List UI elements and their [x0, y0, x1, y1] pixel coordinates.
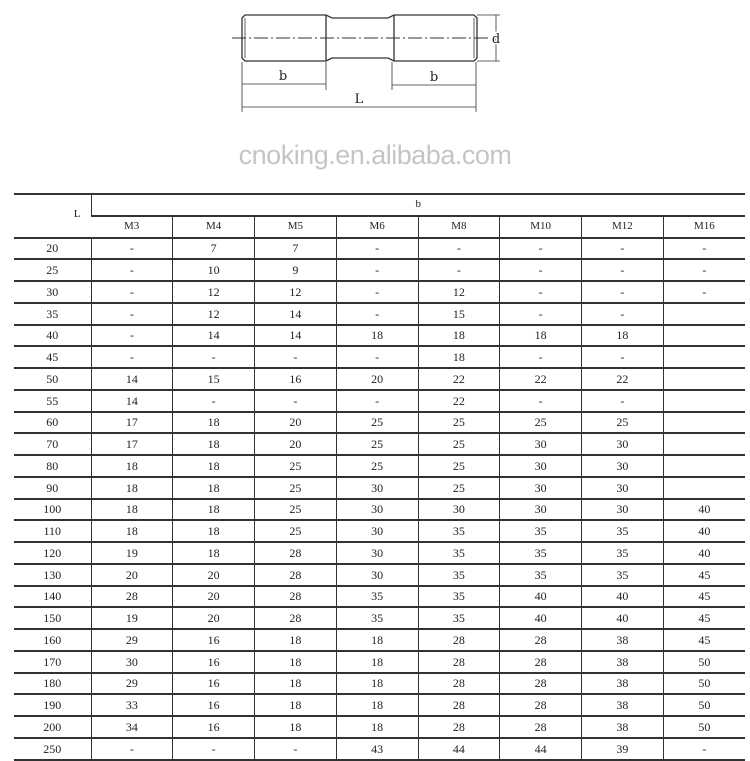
table-row	[14, 368, 745, 390]
b-value-cell: 25	[255, 477, 337, 499]
b-value-cell: 35	[418, 607, 500, 629]
b-value-cell: -	[500, 390, 582, 412]
b-value-cell: 18	[173, 477, 255, 499]
length-cell: 170	[14, 651, 91, 673]
table-row	[14, 325, 745, 347]
b-value-cell: 22	[418, 390, 500, 412]
b-value-cell: 28	[255, 586, 337, 608]
b-value-cell: 30	[336, 564, 418, 586]
table-row	[14, 520, 745, 542]
b-value-cell: 25	[582, 412, 664, 434]
b-value-cell: -	[91, 238, 173, 260]
b-value-cell: 20	[91, 564, 173, 586]
b-value-cell	[663, 368, 745, 390]
size-column-header: M5	[255, 216, 337, 238]
b-value-cell: 20	[336, 368, 418, 390]
b-group-header: b	[91, 194, 745, 216]
size-column-header: M6	[336, 216, 418, 238]
b-left-label: b	[278, 69, 288, 84]
b-value-cell: 14	[255, 325, 337, 347]
L-column-header: L	[14, 194, 91, 238]
length-cell: 80	[14, 455, 91, 477]
b-value-cell: 14	[91, 368, 173, 390]
b-value-cell: 22	[582, 368, 664, 390]
b-value-cell: 18	[173, 433, 255, 455]
b-value-cell: -	[255, 738, 337, 760]
length-cell: 35	[14, 303, 91, 325]
b-value-cell: 30	[336, 477, 418, 499]
table-row	[14, 694, 745, 716]
table-row	[14, 542, 745, 564]
b-value-cell: 15	[173, 368, 255, 390]
table-row	[14, 281, 745, 303]
b-value-cell: 35	[418, 564, 500, 586]
length-cell: 150	[14, 607, 91, 629]
table-row	[14, 607, 745, 629]
length-cell: 30	[14, 281, 91, 303]
b-value-cell: 30	[500, 499, 582, 521]
b-value-cell: 30	[500, 433, 582, 455]
b-value-cell: 14	[91, 390, 173, 412]
b-value-cell: -	[418, 259, 500, 281]
size-column-header: M12	[582, 216, 664, 238]
b-value-cell: 40	[582, 586, 664, 608]
b-value-cell: 18	[255, 716, 337, 738]
b-value-cell: 35	[582, 520, 664, 542]
table-row	[14, 629, 745, 651]
table-row	[14, 651, 745, 673]
b-value-cell	[663, 412, 745, 434]
b-value-cell	[663, 477, 745, 499]
b-value-cell: 30	[582, 455, 664, 477]
b-value-cell: 28	[500, 716, 582, 738]
b-value-cell: -	[500, 303, 582, 325]
b-value-cell: 14	[173, 325, 255, 347]
b-value-cell: 25	[418, 412, 500, 434]
b-value-cell: 34	[91, 716, 173, 738]
b-value-cell: -	[91, 325, 173, 347]
b-value-cell: 28	[500, 673, 582, 695]
b-value-cell: 38	[582, 629, 664, 651]
b-value-cell: 12	[173, 303, 255, 325]
b-value-cell: 35	[500, 542, 582, 564]
b-value-cell: 25	[255, 520, 337, 542]
size-column-header: M4	[173, 216, 255, 238]
b-value-cell: -	[336, 259, 418, 281]
b-value-cell: -	[582, 259, 664, 281]
b-value-cell: -	[663, 238, 745, 260]
b-value-cell: 44	[418, 738, 500, 760]
b-value-cell: -	[663, 281, 745, 303]
table-row	[14, 303, 745, 325]
b-value-cell: 35	[500, 520, 582, 542]
b-value-cell: 25	[336, 412, 418, 434]
length-cell: 100	[14, 499, 91, 521]
b-value-cell: 18	[336, 694, 418, 716]
b-value-cell: 18	[173, 455, 255, 477]
b-value-cell: 15	[418, 303, 500, 325]
b-value-cell: 16	[173, 716, 255, 738]
table-row	[14, 238, 745, 260]
b-value-cell: 18	[255, 651, 337, 673]
b-value-cell: 16	[173, 629, 255, 651]
b-value-cell: -	[336, 390, 418, 412]
b-value-cell: 18	[336, 673, 418, 695]
table-row	[14, 259, 745, 281]
b-value-cell: 45	[663, 629, 745, 651]
b-value-cell: 18	[336, 716, 418, 738]
length-cell: 60	[14, 412, 91, 434]
b-value-cell: -	[336, 346, 418, 368]
b-value-cell: 28	[418, 629, 500, 651]
b-value-cell: -	[500, 346, 582, 368]
b-value-cell: 30	[500, 477, 582, 499]
size-column-header: M8	[418, 216, 500, 238]
table-row	[14, 716, 745, 738]
b-value-cell: 22	[500, 368, 582, 390]
b-value-cell: 30	[582, 477, 664, 499]
b-value-cell: 30	[91, 651, 173, 673]
L-label: L	[354, 92, 364, 107]
length-cell: 25	[14, 259, 91, 281]
b-value-cell: -	[91, 738, 173, 760]
b-value-cell: -	[500, 259, 582, 281]
b-value-cell: -	[582, 346, 664, 368]
b-value-cell: 18	[255, 694, 337, 716]
table-row	[14, 412, 745, 434]
b-value-cell: 35	[336, 586, 418, 608]
b-value-cell: 25	[418, 433, 500, 455]
b-value-cell: 33	[91, 694, 173, 716]
d-label: d	[491, 32, 501, 47]
b-value-cell: -	[663, 259, 745, 281]
size-column-header: M10	[500, 216, 582, 238]
b-value-cell: 50	[663, 716, 745, 738]
b-value-cell: -	[500, 238, 582, 260]
b-value-cell: 43	[336, 738, 418, 760]
length-cell: 140	[14, 586, 91, 608]
size-header-row	[14, 216, 745, 238]
b-value-cell: 25	[500, 412, 582, 434]
b-value-cell: 28	[255, 542, 337, 564]
b-value-cell: 28	[418, 673, 500, 695]
b-value-cell: 40	[500, 607, 582, 629]
length-cell: 20	[14, 238, 91, 260]
b-value-cell: 30	[336, 542, 418, 564]
b-value-cell: -	[91, 346, 173, 368]
b-value-cell: 18	[173, 542, 255, 564]
b-value-cell: 28	[500, 694, 582, 716]
b-value-cell: 18	[500, 325, 582, 347]
b-value-cell: 25	[255, 499, 337, 521]
length-cell: 50	[14, 368, 91, 390]
b-value-cell: 40	[663, 542, 745, 564]
b-value-cell: 20	[255, 433, 337, 455]
b-value-cell: 40	[663, 520, 745, 542]
b-value-cell: 28	[255, 564, 337, 586]
b-value-cell: 30	[582, 433, 664, 455]
b-value-cell: 25	[336, 455, 418, 477]
b-value-cell: -	[500, 281, 582, 303]
table-row	[14, 455, 745, 477]
b-value-cell: 18	[418, 325, 500, 347]
b-value-cell: -	[663, 738, 745, 760]
length-cell: 70	[14, 433, 91, 455]
b-value-cell: 19	[91, 542, 173, 564]
stud-length-table	[14, 193, 745, 761]
b-value-cell: 7	[173, 238, 255, 260]
length-cell: 180	[14, 673, 91, 695]
b-value-cell	[663, 325, 745, 347]
b-value-cell: 29	[91, 629, 173, 651]
b-value-cell: 44	[500, 738, 582, 760]
b-value-cell: -	[336, 303, 418, 325]
b-value-cell: 50	[663, 651, 745, 673]
b-value-cell: 28	[418, 651, 500, 673]
b-value-cell	[663, 346, 745, 368]
b-value-cell: -	[582, 390, 664, 412]
b-value-cell: 17	[91, 433, 173, 455]
b-value-cell: 25	[336, 433, 418, 455]
b-value-cell: 18	[173, 412, 255, 434]
b-value-cell: 12	[418, 281, 500, 303]
b-value-cell: -	[582, 303, 664, 325]
length-cell: 120	[14, 542, 91, 564]
b-value-cell: 39	[582, 738, 664, 760]
b-value-cell: 19	[91, 607, 173, 629]
b-value-cell: 18	[91, 520, 173, 542]
b-value-cell	[663, 303, 745, 325]
size-column-header: M3	[91, 216, 173, 238]
b-value-cell: -	[336, 281, 418, 303]
length-cell: 190	[14, 694, 91, 716]
b-value-cell: 35	[418, 520, 500, 542]
table-row	[14, 564, 745, 586]
b-value-cell: 16	[173, 651, 255, 673]
table-row	[14, 586, 745, 608]
length-cell: 90	[14, 477, 91, 499]
b-value-cell: 17	[91, 412, 173, 434]
b-value-cell: 38	[582, 673, 664, 695]
table-row	[14, 390, 745, 412]
b-value-cell: 28	[255, 607, 337, 629]
b-value-cell: 20	[255, 412, 337, 434]
header-row	[14, 194, 745, 216]
b-value-cell: 14	[255, 303, 337, 325]
b-value-cell: 18	[418, 346, 500, 368]
b-value-cell: 35	[582, 542, 664, 564]
b-value-cell: 40	[500, 586, 582, 608]
b-value-cell: 18	[255, 629, 337, 651]
b-value-cell: -	[91, 303, 173, 325]
b-value-cell: -	[582, 281, 664, 303]
b-value-cell: 35	[418, 542, 500, 564]
b-value-cell	[663, 455, 745, 477]
length-cell: 40	[14, 325, 91, 347]
b-value-cell: 25	[418, 477, 500, 499]
b-value-cell: -	[336, 238, 418, 260]
b-value-cell: 30	[500, 455, 582, 477]
b-value-cell: 16	[173, 694, 255, 716]
b-value-cell: 28	[418, 716, 500, 738]
b-value-cell: 45	[663, 586, 745, 608]
b-value-cell: 40	[582, 607, 664, 629]
b-value-cell: 28	[500, 629, 582, 651]
b-value-cell: 18	[336, 651, 418, 673]
b-value-cell: 40	[663, 499, 745, 521]
table-row	[14, 433, 745, 455]
table-row	[14, 477, 745, 499]
stud-bolt-diagram	[0, 0, 750, 130]
b-value-cell: 20	[173, 586, 255, 608]
b-value-cell: 45	[663, 564, 745, 586]
watermark: cnoking.en.alibaba.com	[238, 140, 512, 170]
b-value-cell: 25	[418, 455, 500, 477]
b-value-cell: 38	[582, 716, 664, 738]
length-cell: 160	[14, 629, 91, 651]
b-value-cell: -	[173, 738, 255, 760]
b-value-cell: 50	[663, 694, 745, 716]
b-value-cell: 20	[173, 607, 255, 629]
b-value-cell: 35	[418, 586, 500, 608]
b-value-cell: 18	[336, 629, 418, 651]
b-value-cell	[663, 390, 745, 412]
size-column-header: M16	[663, 216, 745, 238]
b-value-cell: -	[173, 390, 255, 412]
b-value-cell: 16	[173, 673, 255, 695]
b-value-cell: 35	[582, 564, 664, 586]
b-value-cell: 38	[582, 651, 664, 673]
b-value-cell: 18	[582, 325, 664, 347]
length-cell: 45	[14, 346, 91, 368]
b-value-cell: 7	[255, 238, 337, 260]
table-row	[14, 499, 745, 521]
b-value-cell: 20	[173, 564, 255, 586]
b-value-cell: 25	[255, 455, 337, 477]
b-value-cell: 28	[91, 586, 173, 608]
length-cell: 130	[14, 564, 91, 586]
b-value-cell: 18	[255, 673, 337, 695]
b-value-cell: 38	[582, 694, 664, 716]
b-value-cell: 28	[500, 651, 582, 673]
b-value-cell: 22	[418, 368, 500, 390]
length-cell: 55	[14, 390, 91, 412]
b-value-cell: 45	[663, 607, 745, 629]
b-value-cell: -	[255, 390, 337, 412]
b-value-cell: 29	[91, 673, 173, 695]
b-value-cell: -	[173, 346, 255, 368]
b-value-cell	[663, 433, 745, 455]
b-value-cell: 35	[336, 607, 418, 629]
b-value-cell: 30	[582, 499, 664, 521]
b-value-cell: -	[91, 259, 173, 281]
b-value-cell: 9	[255, 259, 337, 281]
b-value-cell: 30	[336, 499, 418, 521]
b-value-cell: 30	[418, 499, 500, 521]
b-value-cell: 18	[173, 499, 255, 521]
b-value-cell: 18	[336, 325, 418, 347]
b-value-cell: 18	[91, 455, 173, 477]
b-value-cell: 10	[173, 259, 255, 281]
b-value-cell: 12	[173, 281, 255, 303]
table-row	[14, 346, 745, 368]
b-value-cell: 30	[336, 520, 418, 542]
b-value-cell: 18	[173, 520, 255, 542]
b-value-cell: 18	[91, 477, 173, 499]
table-row	[14, 738, 745, 760]
b-value-cell: 12	[255, 281, 337, 303]
b-value-cell: -	[255, 346, 337, 368]
length-cell: 200	[14, 716, 91, 738]
b-value-cell: 18	[91, 499, 173, 521]
length-cell: 110	[14, 520, 91, 542]
b-value-cell: 35	[500, 564, 582, 586]
b-value-cell: -	[91, 281, 173, 303]
b-value-cell: -	[418, 238, 500, 260]
b-value-cell: 28	[418, 694, 500, 716]
b-right-label: b	[429, 70, 439, 85]
b-value-cell: -	[582, 238, 664, 260]
length-cell: 250	[14, 738, 91, 760]
b-value-cell: 16	[255, 368, 337, 390]
b-value-cell: 50	[663, 673, 745, 695]
table-row	[14, 673, 745, 695]
